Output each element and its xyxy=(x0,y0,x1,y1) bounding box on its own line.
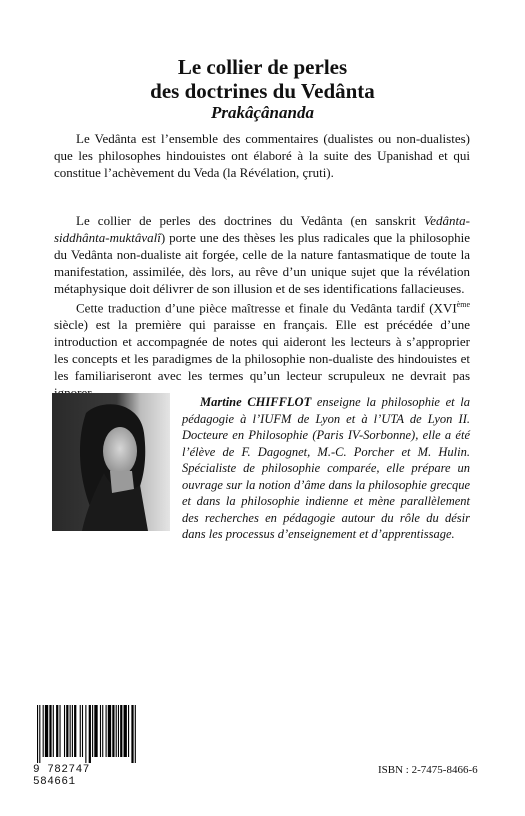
barcode-bar xyxy=(94,705,97,757)
barcode-bar xyxy=(53,705,54,757)
barcode-bar xyxy=(72,705,73,757)
title-line-2: des doctrines du Vedânta xyxy=(150,79,375,103)
barcode-bar xyxy=(37,705,38,763)
isbn-label: ISBN : 2-7475-8466-6 xyxy=(378,764,478,776)
barcode-bar xyxy=(102,705,103,757)
paragraph-3-text-b: siècle) est la première qui paraisse en français. Elle est précédée d’une introduction et accompagnée de notes qui aideront les lecteurs à s’approprier les concepts et les paradigmes de la philosophie non-dualiste des hindouistes et les familiariseront avec les termes qu’un lecteur scrupuleux ne devrait pas xyxy=(54,317,470,384)
barcode-bar xyxy=(89,705,91,763)
barcode-bar xyxy=(85,705,86,763)
barcode-bar xyxy=(112,705,114,757)
barcode-bar xyxy=(135,705,136,763)
bio-text: enseigne la philosophie et la pédagogie à l’IUFM de Lyon et à l’UTA de Lyon II. Docteure en Philosophie (Paris IV-Sorbonne), elle a été l’élève de F. Dagognet, M.-C. Porcher et M. Hulin. Spécialiste de philosophie comparée, elle prépare un ouvrage sur la notion d’âme dans la philosophie grecque et dans la philosophie indienne et mène parallèlement des recherches en pédagogie autour du rôle du désir dans les processus d’enseignement et d’apprentissage. xyxy=(182,395,471,541)
barcode-bar xyxy=(108,705,111,757)
barcode-bar xyxy=(116,705,117,757)
barcode-bar xyxy=(100,705,101,757)
barcode-bar xyxy=(64,705,65,757)
barcode-bar xyxy=(49,705,51,757)
paragraph-3-superscript: ème xyxy=(456,300,470,309)
barcode-bar xyxy=(45,705,48,757)
paragraph-2 xyxy=(54,212,470,297)
barcode-bar xyxy=(59,705,60,757)
barcode xyxy=(37,705,137,763)
barcode-bar xyxy=(66,705,68,757)
paragraph-1 xyxy=(54,130,470,181)
author-name: Prakâçânanda xyxy=(211,103,314,122)
barcode-bar xyxy=(106,705,107,757)
barcode-bar xyxy=(43,705,44,757)
paragraph-3 xyxy=(54,296,470,401)
barcode-bar xyxy=(56,705,58,757)
bio-author-name: Martine CHIFFLOT xyxy=(200,395,312,409)
paragraph-2-sanskrit-title: Vedânta-siddhânta-muktâvalî xyxy=(54,213,470,245)
barcode-bar xyxy=(128,705,129,757)
barcode-bar xyxy=(70,705,71,757)
title-line-1: Le collier de perles xyxy=(177,55,348,79)
barcode-bar xyxy=(120,705,122,757)
barcode-bar xyxy=(82,705,83,757)
author-photo xyxy=(52,393,170,531)
barcode-bar xyxy=(39,705,40,763)
paragraph-2-text-a: Le collier de perles des doctrines du Vedânta (en sanskrit xyxy=(76,213,424,228)
barcode-bar xyxy=(92,705,93,757)
author-bio xyxy=(182,394,470,543)
barcode-digits: 9 782747 584661 xyxy=(33,764,90,788)
barcode-bar xyxy=(124,705,127,757)
book-title xyxy=(0,55,525,103)
barcode-bar xyxy=(118,705,119,757)
paragraph-3-text-a: Cette traduction d’une pièce maîtresse et finale du Vedânta tardif (XVI xyxy=(76,300,457,316)
barcode-bar xyxy=(131,705,133,763)
barcode-bar xyxy=(80,705,81,757)
paragraph-2-text-b: ) porte une des thèses les plus radicales que la philosophie du Vedânta non-dualiste ait forgée, celle de la nature fantasmatique de toute la manifestation, assimilée, dès lors, au rêve d’un unique sujet que la révélation métaphysique doit délivrer de son illusion et de ses identifications fallacieuses. xyxy=(54,230,470,296)
barcode-bar xyxy=(74,705,76,757)
paragraph-1-text: Le Vedânta est l’ensemble des commentaires (dualistes ou non-dualistes) que les philosophes hindouistes ont élaboré à la suite des Upanishad et qui constitue l’achèvement du Veda (la Révélation, çruti). xyxy=(54,131,470,180)
